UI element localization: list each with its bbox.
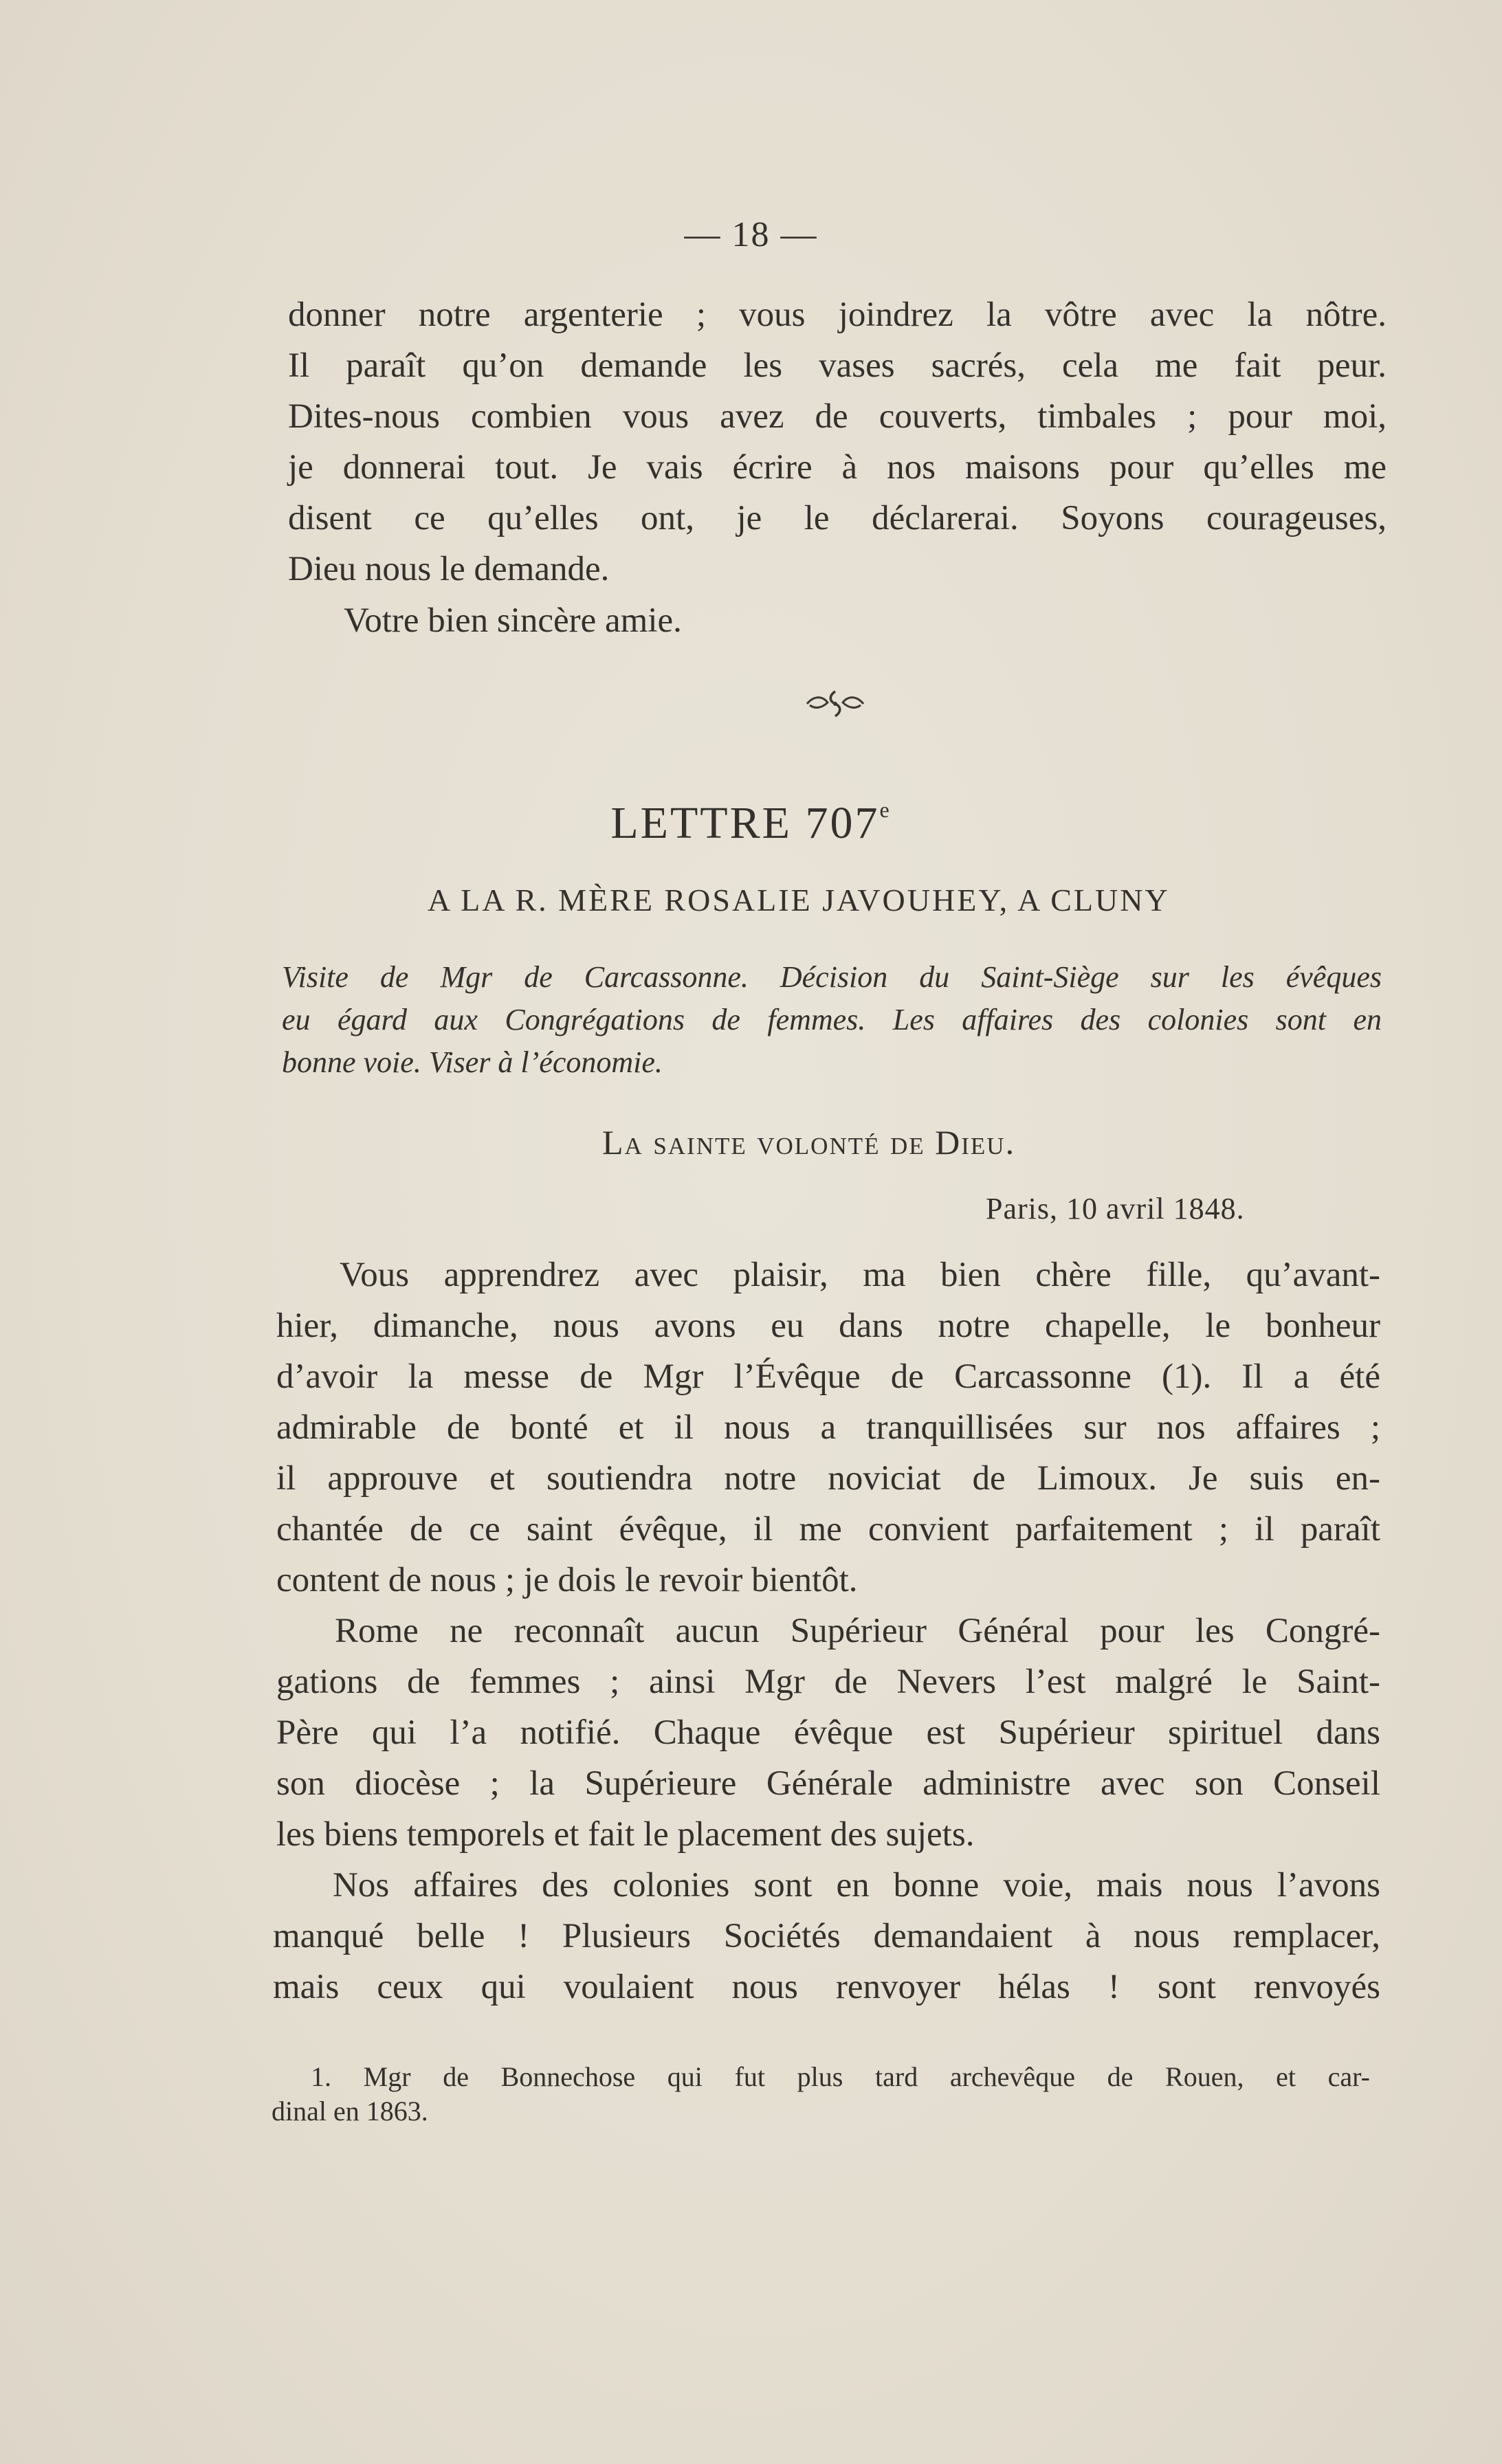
prev-letter-line-6: Dieu nous le demande. — [288, 550, 610, 588]
body-line-1: Vous apprendrez avec plaisir, ma bien chère fille, qu’avant- — [340, 1256, 1380, 1294]
footnote-line-2: dinal en 1863. — [272, 2096, 428, 2127]
body-line-15: mais ceux qui voulaient nous renvoyer hélas ! sont renvoyés — [273, 1968, 1380, 2006]
prev-letter-line-1: donner notre argenterie ; vous joindrez la vôtre avec la nôtre. — [288, 296, 1387, 334]
body-line-6: chantée de ce saint évêque, il me convient parfaitement ; il paraît — [276, 1510, 1380, 1549]
prev-letter-line-4: je donnerai tout. Je vais écrire à nos maisons pour qu’elles me — [288, 448, 1387, 487]
letter-dateline: Paris, 10 avril 1848. — [986, 1192, 1245, 1225]
prev-letter-closing: Votre bien sincère amie. — [344, 601, 682, 640]
letter-title-suffix: e — [879, 797, 892, 822]
body-line-13: Nos affaires des colonies sont en bonne voie, mais nous l’avons — [333, 1866, 1380, 1905]
body-line-12: les biens temporels et fait le placement des sujets. — [276, 1815, 975, 1854]
ornament-divider-icon — [804, 687, 866, 719]
body-line-7: content de nous ; je dois le revoir bientôt. — [276, 1561, 858, 1599]
body-line-3: d’avoir la messe de Mgr l’Évêque de Carcassonne (1). Il a été — [276, 1357, 1380, 1396]
body-line-5: il approuve et soutiendra notre noviciat de Limoux. Je suis en- — [276, 1459, 1380, 1498]
summary-line-1: Visite de Mgr de Carcassonne. Décision du Saint-Siège sur les évêques — [282, 960, 1382, 994]
body-line-8: Rome ne reconnaît aucun Supérieur Général pour les Congré- — [335, 1612, 1380, 1650]
body-line-11: son diocèse ; la Supérieure Générale administre avec son Conseil — [276, 1764, 1380, 1803]
summary-line-2: eu égard aux Congrégations de femmes. Les affaires des colonies sont en — [282, 1003, 1382, 1036]
letter-motto: La sainte volonté de Dieu. — [602, 1123, 1016, 1162]
footnote-line-1: 1. Mgr de Bonnechose qui fut plus tard archevêque de Rouen, et car- — [311, 2061, 1370, 2092]
body-line-2: hier, dimanche, nous avons eu dans notre chapelle, le bonheur — [276, 1307, 1380, 1345]
body-line-4: admirable de bonté et il nous a tranquillisées sur nos affaires ; — [276, 1408, 1380, 1447]
letter-addressee: A LA R. MÈRE ROSALIE JAVOUHEY, A CLUNY — [428, 883, 1170, 918]
prev-letter-line-2: Il paraît qu’on demande les vases sacrés, cela me fait peur. — [288, 346, 1387, 385]
letter-title-text: LETTRE 707 — [610, 798, 880, 848]
body-line-10: Père qui l’a notifié. Chaque évêque est Supérieur spirituel dans — [276, 1713, 1380, 1752]
prev-letter-line-3: Dites-nous combien vous avez de couverts, timbales ; pour moi, — [288, 397, 1387, 436]
letter-title — [0, 797, 1502, 850]
prev-letter-line-5: disent ce qu’elles ont, je le déclarerai. Soyons courageuses, — [288, 499, 1387, 537]
page-number: — 18 — — [684, 215, 818, 254]
body-line-9: gations de femmes ; ainsi Mgr de Nevers l’est malgré le Saint- — [276, 1663, 1380, 1701]
body-line-14: manqué belle ! Plusieurs Sociétés demandaient à nous remplacer, — [273, 1917, 1380, 1955]
summary-line-3: bonne voie. Viser à l’économie. — [282, 1045, 663, 1079]
